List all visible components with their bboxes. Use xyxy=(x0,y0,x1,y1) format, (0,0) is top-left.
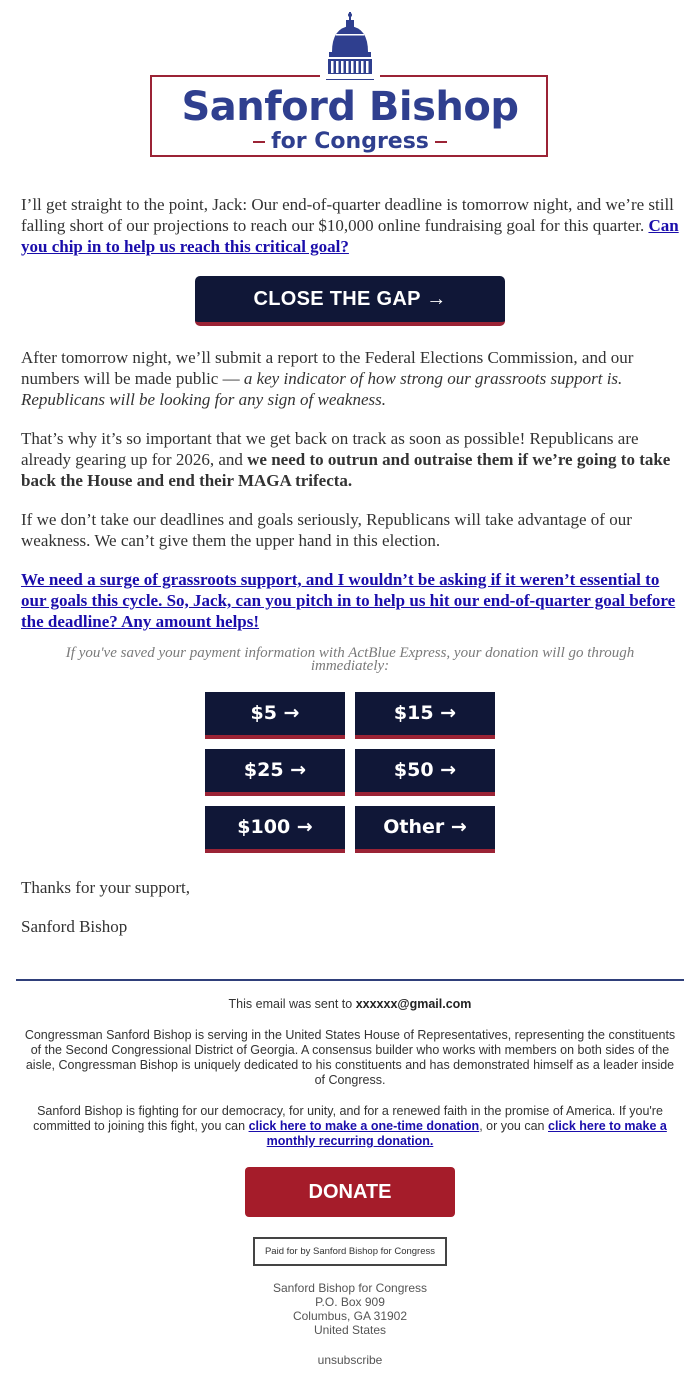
donate-15-button[interactable]: $15 → xyxy=(355,692,495,739)
bio-paragraph: Congressman Sanford Bishop is serving in the United States House of Representatives, representing the constituents of the Second Congressional District of Georgia. A consensus builder who works with members on both sides of the aisle, Congressman Bishop is uniquely dedicated to his constituents and has demonstrated himself as a leader inside of Congress. xyxy=(24,1028,676,1087)
campaign-logo xyxy=(150,12,550,154)
mailing-address: Sanford Bishop for Congress P.O. Box 909 Columbus, GA 31902 United States xyxy=(272,1281,428,1337)
logo-name: Sanford Bishop xyxy=(181,84,519,130)
intro-donate-link[interactable]: Can you chip in to help us reach this critical goal? xyxy=(21,216,679,256)
fec-paragraph xyxy=(21,347,681,410)
donate-other-button[interactable]: Other → xyxy=(355,806,495,853)
fec-italic-text: a key indicator of how strong our grassroots support is. Republicans will be looking for any sign of weakness. xyxy=(21,369,623,409)
unsubscribe-link[interactable]: unsubscribe xyxy=(317,1353,383,1367)
footer-divider xyxy=(16,979,684,981)
paid-for-disclaimer: Paid for by Sanford Bishop for Congress xyxy=(253,1237,447,1266)
intro-paragraph xyxy=(21,194,681,257)
intro-text: I’ll get straight to the point, Jack: Our end-of-quarter deadline is tomorrow night, and we’re still falling short of our projections to reach our $10,000 online fundraising goal for this quarter. xyxy=(21,195,674,235)
outraise-bold-text: we need to outrun and outraise them if we’re going to take back the House and end their MAGA trifecta. xyxy=(21,450,671,490)
donate-5-button[interactable]: $5 → xyxy=(205,692,345,739)
outraise-paragraph xyxy=(21,428,681,491)
outraise-text: That’s why it’s so important that we get back on track as soon as possible! Republicans are already gearing up for 2026, and xyxy=(21,429,639,469)
donate-50-button[interactable]: $50 → xyxy=(355,749,495,796)
actblue-express-note: If you've saved your payment information with ActBlue Express, your donation will go through immediately: xyxy=(65,645,635,674)
deadline-paragraph: If we don’t take our deadlines and goals seriously, Republicans will take advantage of our weakness. We can’t give them the upper hand in this election. xyxy=(21,510,632,550)
donate-25-button[interactable]: $25 → xyxy=(205,749,345,796)
recipient-email: xxxxxx@gmail.com xyxy=(355,997,472,1011)
signoff-thanks: Thanks for your support, xyxy=(21,878,191,897)
donate-100-button[interactable]: $100 → xyxy=(205,806,345,853)
fec-text: After tomorrow night, we’ll submit a report to the Federal Elections Commission, and our numbers will be made public — xyxy=(21,348,634,388)
close-the-gap-button[interactable]: CLOSE THE GAP → xyxy=(195,276,505,326)
surge-donate-link[interactable]: We need a surge of grassroots support, and I wouldn’t be asking if it weren’t essential to our goals this cycle. So, Jack, can you pitch in to help us hit our end-of-quarter goal before the deadline? Any amount helps! xyxy=(21,570,676,631)
monthly-donation-link[interactable]: click here to make a monthly recurring donation. xyxy=(266,1119,667,1148)
fight-paragraph: Sanford Bishop is fighting for our democracy, for unity, and for a renewed faith in the promise of America. If you're committed to joining this fight, you can click here to make a one-time donation, or you can click here to make a monthly recurring donation. xyxy=(33,1104,667,1148)
logo-subtitle: for Congress xyxy=(150,129,550,155)
surge-paragraph xyxy=(21,569,681,632)
one-time-donation-link[interactable]: click here to make a one-time donation xyxy=(248,1119,480,1133)
donate-button[interactable]: DONATE xyxy=(245,1167,455,1217)
signoff-name: Sanford Bishop xyxy=(21,917,128,936)
sent-to-line: This email was sent to xxxxxx@gmail.com xyxy=(228,997,472,1011)
